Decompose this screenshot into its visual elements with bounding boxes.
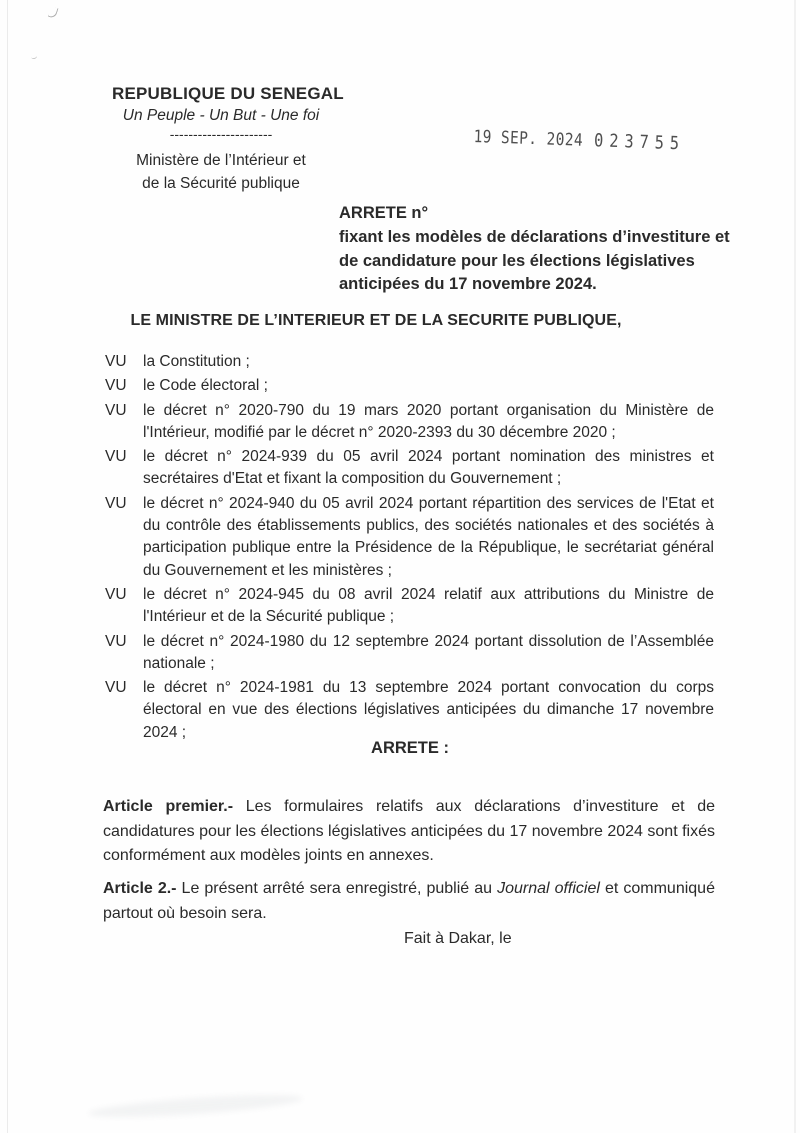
stamp-registration-number: 023755 (593, 130, 686, 155)
scan-ink-mark (31, 53, 38, 59)
visa-label: VU (105, 494, 127, 512)
visa-text: le décret n° 2024-940 du 05 avril 2024 portant répartition des services de l'Etat et du contrôle des établissements publics, des sociétés nationales et des sociétés à participation publique entre la Présidence de la République, le secrétariat général du Gouvernement et les ministères ; (143, 494, 714, 579)
visa-item (105, 446, 714, 491)
scan-ink-mark (47, 6, 58, 19)
visa-item (105, 375, 714, 397)
ministry-name (112, 149, 330, 195)
visas-list (105, 351, 714, 746)
visa-label: VU (105, 632, 127, 650)
scan-edge-artifact-left (7, 0, 8, 1133)
visa-label: VU (105, 401, 127, 419)
visa-item (105, 584, 714, 629)
visa-label: VU (105, 377, 127, 395)
visa-label: VU (105, 353, 127, 370)
visa-text: le décret n° 2020-790 du 19 mars 2020 portant organisation du Ministère de l'Intérieur, modifié par le décret n° 2020-2393 du 30 décembre 2020 ; (143, 401, 714, 441)
visa-item (105, 400, 714, 445)
scan-smudge-artifact (88, 1091, 304, 1122)
journal-officiel-reference: Journal officiel (497, 880, 600, 897)
visa-item (105, 677, 714, 744)
article-second-text-before: Le présent arrêté sera enregistré, publié au (176, 880, 498, 897)
article-second (103, 877, 715, 926)
visa-text: le décret n° 2024-939 du 05 avril 2024 portant nomination des ministres et secrétaires d'Etat et fixant la composition du Gouvernement ; (143, 448, 714, 488)
article-second-text-after: et communiqué partout où besoin sera. (103, 880, 715, 922)
scan-edge-artifact-right (794, 0, 796, 1133)
letterhead (112, 84, 344, 195)
visa-text: le décret n° 2024-1981 du 13 septembre 2024 portant convocation du corps électoral en vue des élections législatives anticipées du dimanche 17 novembre 2024 ; (143, 679, 714, 741)
visa-label: VU (105, 448, 127, 466)
visa-item (105, 493, 714, 582)
decree-title-block (339, 202, 733, 297)
ministry-line-2: de la Sécurité publique (142, 175, 300, 192)
decree-subject: fixant les modèles de déclarations d’investiture et de candidature pour les élections législatives anticipées du 17 novembre 2024. (339, 227, 730, 294)
visa-text: le décret n° 2024-1980 du 12 septembre 2024 portant dissolution de l’Assemblée nationale ; (143, 632, 714, 672)
visa-text: la Constitution ; (143, 353, 250, 370)
national-motto: Un Peuple - Un But - Une foi (122, 107, 320, 124)
country-name: REPUBLIQUE DU SENEGAL (112, 84, 344, 103)
decision-heading: ARRETE : (371, 739, 449, 757)
letterhead-separator: ---------------------- (169, 126, 273, 142)
visa-label: VU (105, 679, 127, 697)
article-first (103, 795, 715, 869)
stamp-date: 19 SEP. 2024 (473, 126, 584, 151)
article-first-text: Les formulaires relatifs aux déclarations d’investiture et de candidatures pour les élections législatives anticipées du 17 novembre 2024 sont fixés conformément aux modèles joints en annexes. (103, 798, 715, 864)
decree-number-label: ARRETE n° (339, 204, 429, 222)
article-second-lead: Article 2.- (103, 880, 177, 897)
visa-text: le décret n° 2024-945 du 08 avril 2024 relatif aux attributions du Ministre de l'Intérieur et de la Sécurité publique ; (143, 585, 714, 626)
ministry-line-1: Ministère de l’Intérieur et (136, 152, 306, 169)
registration-date-stamp (473, 126, 685, 154)
visa-item (105, 351, 714, 373)
visa-label: VU (105, 585, 127, 603)
article-first-lead: Article premier.- (103, 798, 234, 815)
visa-text: le Code électoral ; (143, 377, 268, 395)
authority-heading: LE MINISTRE DE L’INTERIEUR ET DE LA SECURITE PUBLIQUE, (130, 312, 622, 329)
signature-place-line: Fait à Dakar, le (404, 930, 512, 947)
visa-item (105, 631, 714, 676)
